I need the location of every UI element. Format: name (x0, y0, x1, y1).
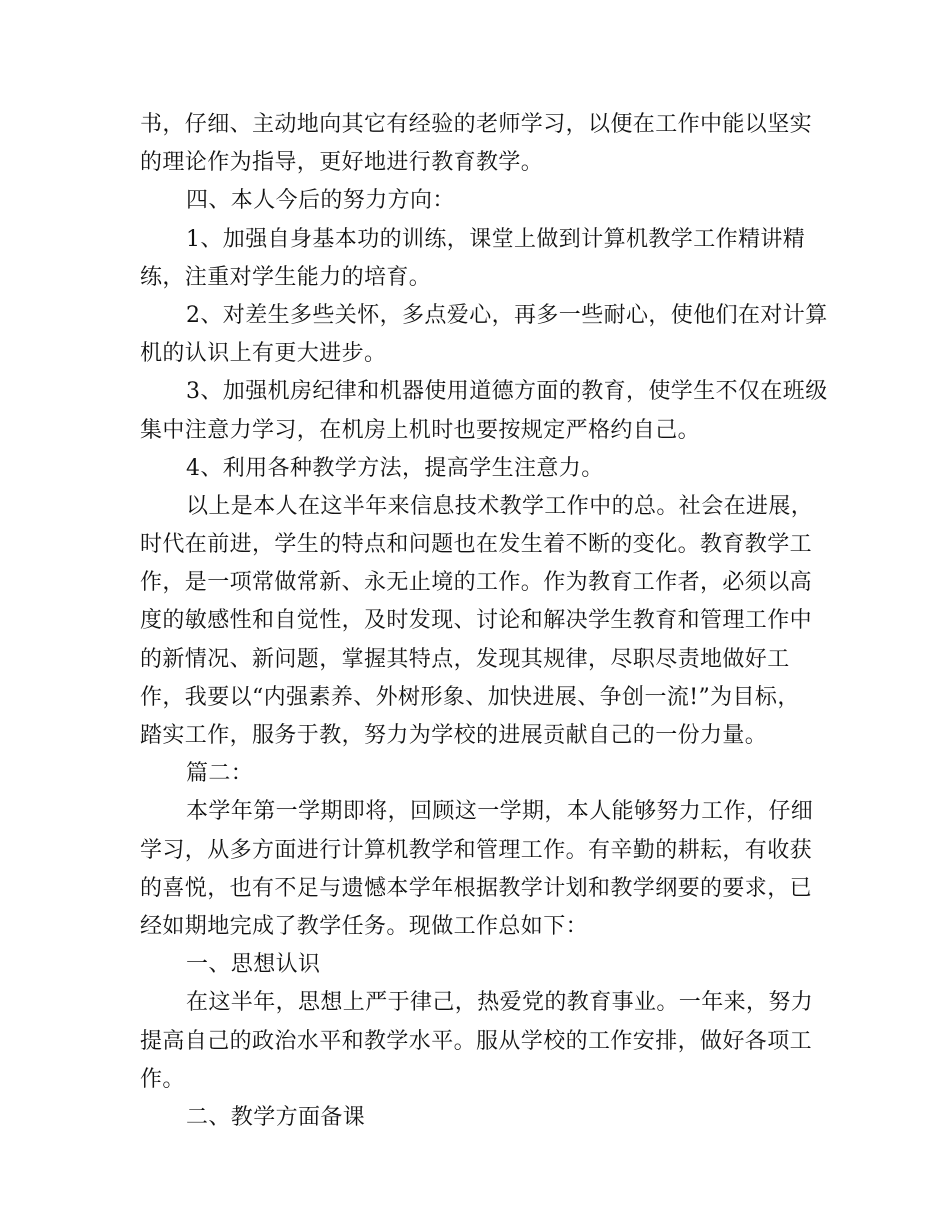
text-line: 以上是本人在这半年来信息技术教学工作中的总。社会在进展， (186, 493, 814, 519)
text-line: 的喜悦，也有不足与遗憾本学年根据教学计划和教学纲要的要求，已 (140, 875, 813, 901)
text-line: 集中注意力学习，在机房上机时也要按规定严格约自己。 (140, 417, 701, 443)
text-line: 度的敏感性和自觉性，及时发现、讨论和解决学生教育和管理工作中 (140, 608, 813, 634)
text-line: 学习，从多方面进行计算机教学和管理工作。有辛勤的耕耘，有收获 (140, 837, 813, 863)
text-line: 在这半年，思想上严于律己，热爱党的教育事业。一年来，努力 (186, 990, 814, 1016)
text-line: 4、利用各种教学方法，提高学生注意力。 (186, 455, 604, 481)
section-heading: 篇二： (186, 761, 254, 787)
text-line: 书，仔细、主动地向其它有经验的老师学习，以便在工作中能以坚实 (140, 112, 813, 137)
text-line: 提高自己的政治水平和教学水平。服从学校的工作安排，做好各项工 (140, 1028, 813, 1054)
text-line: 踏实工作，服务于教，努力为学校的进展贡献自己的一份力量。 (140, 723, 768, 748)
section-heading: 四、本人今后的努力方向： (186, 188, 455, 214)
text-line: 的新情况、新问题，掌握其特点，发现其规律，尽职尽责地做好工 (140, 646, 790, 672)
document-body (140, 106, 828, 1137)
text-line: 作。 (140, 1066, 185, 1092)
text-line: 练，注重对学生能力的培育。 (140, 264, 432, 290)
text-line: 作，我要以“内强素养、外树形象、加快进展、争创一流!”为目标， (140, 684, 800, 710)
text-line: 3、加强机房纪律和机器使用道德方面的教育，使学生不仅在班级 (186, 379, 828, 405)
text-line: 1、加强自身基本功的训练，课堂上做到计算机教学工作精讲精 (186, 226, 806, 252)
section-heading: 二、教学方面备课 (186, 1104, 366, 1130)
text-line: 机的认识上有更大进步。 (140, 341, 387, 367)
text-line: 2、对差生多些关怀，多点爱心，再多一些耐心，使他们在对计算 (186, 302, 828, 328)
text-line: 经如期地完成了教学任务。现做工作总如下： (140, 913, 589, 939)
section-heading: 一、思想认识 (186, 952, 321, 978)
text-line: 本学年第一学期即将，回顾这一学期，本人能够努力工作，仔细 (186, 799, 814, 825)
text-line: 时代在前进，学生的特点和问题也在发生着不断的变化。教育教学工 (140, 532, 813, 558)
text-line: 的理论作为指导，更好地进行教育教学。 (140, 150, 544, 176)
text-line: 作，是一项常做常新、永无止境的工作。作为教育工作者，必须以高 (140, 570, 813, 596)
